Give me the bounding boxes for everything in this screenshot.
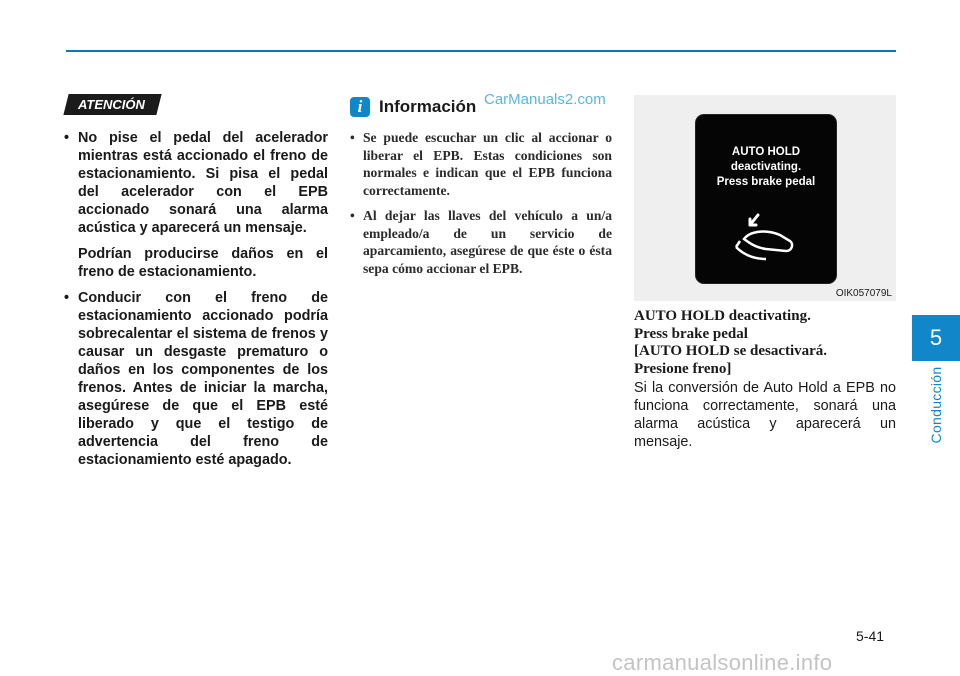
caption-line: [AUTO HOLD se desactivará.: [634, 343, 828, 359]
chapter-tab[interactable]: 5: [912, 315, 960, 361]
warning-item: [62, 289, 328, 469]
caption-line: AUTO HOLD deactivating.: [634, 308, 811, 324]
cluster-message: [696, 145, 836, 190]
caption-line: Press brake pedal: [634, 325, 748, 342]
footer-watermark: carmanualsonline.info: [612, 650, 833, 675]
cluster-display: [696, 115, 836, 283]
warning-list: [62, 129, 328, 469]
figure-code: OIK057079L: [835, 288, 892, 299]
info-title: Información: [379, 97, 477, 116]
warning-section: [62, 94, 328, 477]
header-rule: [66, 50, 896, 52]
cluster-message-line: AUTO HOLD: [731, 146, 801, 158]
warning-item-text: • Conducir con el freno de estacionamiento accionado podría sobrecalentar el sistema de frenos y causar un desgaste prematuro o daños en los componentes de los frenos. Antes de iniciar la marcha, asegúrese de que el EPB esté liberado y que el testigo de advertencia del freno de estacionamiento esté apagado.: [78, 290, 328, 468]
cluster-message-line: deactivating.: [730, 161, 802, 173]
brake-pedal-icon: [732, 211, 802, 265]
page-number: 5-41: [856, 628, 885, 644]
chapter-label: Conducción: [928, 366, 944, 444]
warning-item-note: Podrían producirse daños en el freno de estacionamiento.: [78, 246, 328, 280]
figure-body-text: Si la conversión de Auto Hold a EPB no funciona correctamente, sonará una alarma acústica y aparecerá un mensaje.: [634, 380, 896, 450]
cluster-message-line: Press brake pedal: [716, 176, 816, 188]
watermark-link[interactable]: CarManuals2.com: [484, 91, 606, 108]
info-icon: i: [350, 97, 370, 117]
warning-item-text: • No pise el pedal del acelerador mientras está accionado el freno de estacionamiento. Si pisa el pedal del acelerador con el EPB accionado sonará una alarma acústica y aparecerá un mensaje.: [78, 130, 328, 236]
caption-line: Presione freno]: [634, 360, 732, 377]
cluster-illustration: [634, 95, 896, 301]
info-item: • Se puede escuchar un clic al accionar o liberar el EPB. Estas condiciones son normales e indican que el EPB funciona correctamente.: [350, 129, 612, 199]
info-list: [350, 129, 612, 277]
warning-item: [62, 129, 328, 281]
figure-caption: [634, 308, 896, 378]
info-section: [350, 91, 612, 285]
warning-badge: ATENCIÓN: [63, 94, 161, 115]
info-item: • Al dejar las llaves del vehículo a un/a empleado/a de un servicio de aparcamiento, asegúrese de que éste o ésta sepa cómo accionar el EPB.: [350, 207, 612, 277]
